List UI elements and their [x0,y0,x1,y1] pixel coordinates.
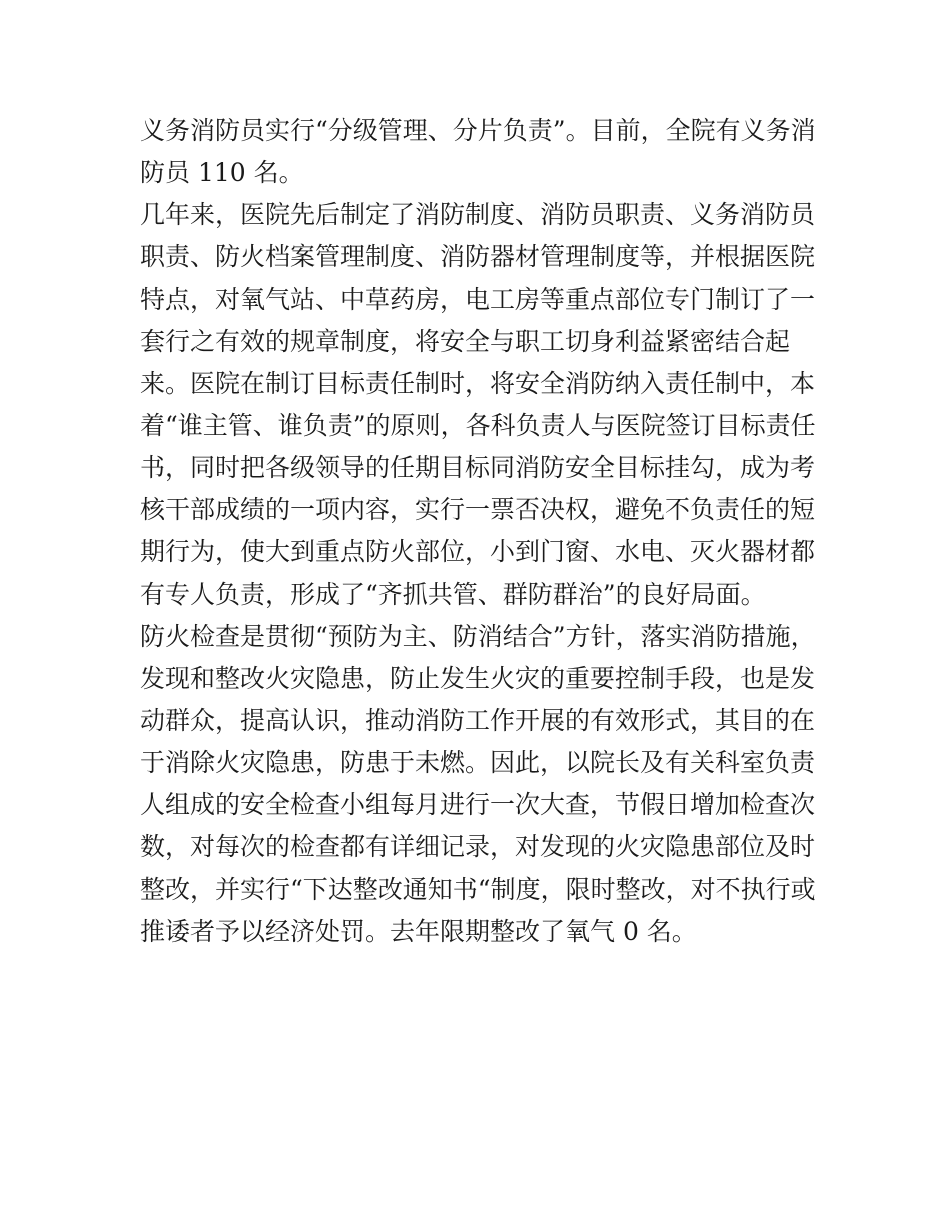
text-line-5: 特点，对氧气站、中草药房，电工房等重点部位专门制订了一 [140,284,816,314]
text-line-8: 着“谁主管、谁负责”的原则，各科负责人与医院签订目标责任 [140,410,816,440]
text-line-20: 推诿者予以经济处罚。去年限期整改了氧气 0 名。 [140,916,697,946]
text-line-16: 于消除火灾隐患，防患于未燃。因此，以院长及有关科室负责 [140,748,816,778]
text-line-6: 套行之有效的规章制度，将安全与职工切身利益紧密结合起 [140,326,791,356]
text-line-12: 有专人负责，形成了“齐抓共管、群防群治”的良好局面。 [140,579,766,609]
body-text [140,110,820,953]
text-line-18: 数，对每次的检查都有详细记录，对发现的火灾隐患部位及时 [140,832,816,862]
text-line-14: 发现和整改火灾隐患，防止发生火灾的重要控制手段，也是发 [140,663,816,693]
text-line-19: 整改，并实行“下达整改通知书“制度，限时整改，对不执行或 [140,874,816,904]
text-line-17: 人组成的安全检查小组每月进行一次大查，节假日增加检查次 [140,790,816,820]
text-line-7: 来。医院在制订目标责任制时，将安全消防纳入责任制中，本 [140,368,816,398]
text-line-13: 防火检查是贯彻“预防为主、防消结合”方针，落实消防措施， [140,621,816,651]
text-line-4: 职责、防火档案管理制度、消防器材管理制度等，并根据医院 [140,242,816,272]
text-line-3: 几年来，医院先后制定了消防制度、消防员职责、义务消防员 [140,200,816,230]
text-line-9: 书，同时把各级领导的任期目标同消防安全目标挂勾，成为考 [140,453,816,483]
text-line-15: 动群众，提高认识，推动消防工作开展的有效形式，其目的在 [140,705,816,735]
text-line-2: 防员 110 名。 [140,158,304,188]
text-line-1: 义务消防员实行“分级管理、分片负责”。目前，全院有义务消 [140,116,816,145]
text-line-11: 期行为，使大到重点防火部位，小到门窗、水电、灭火器材都 [140,537,816,567]
text-line-10: 核干部成绩的一项内容，实行一票否决权，避免不负责任的短 [140,495,816,525]
